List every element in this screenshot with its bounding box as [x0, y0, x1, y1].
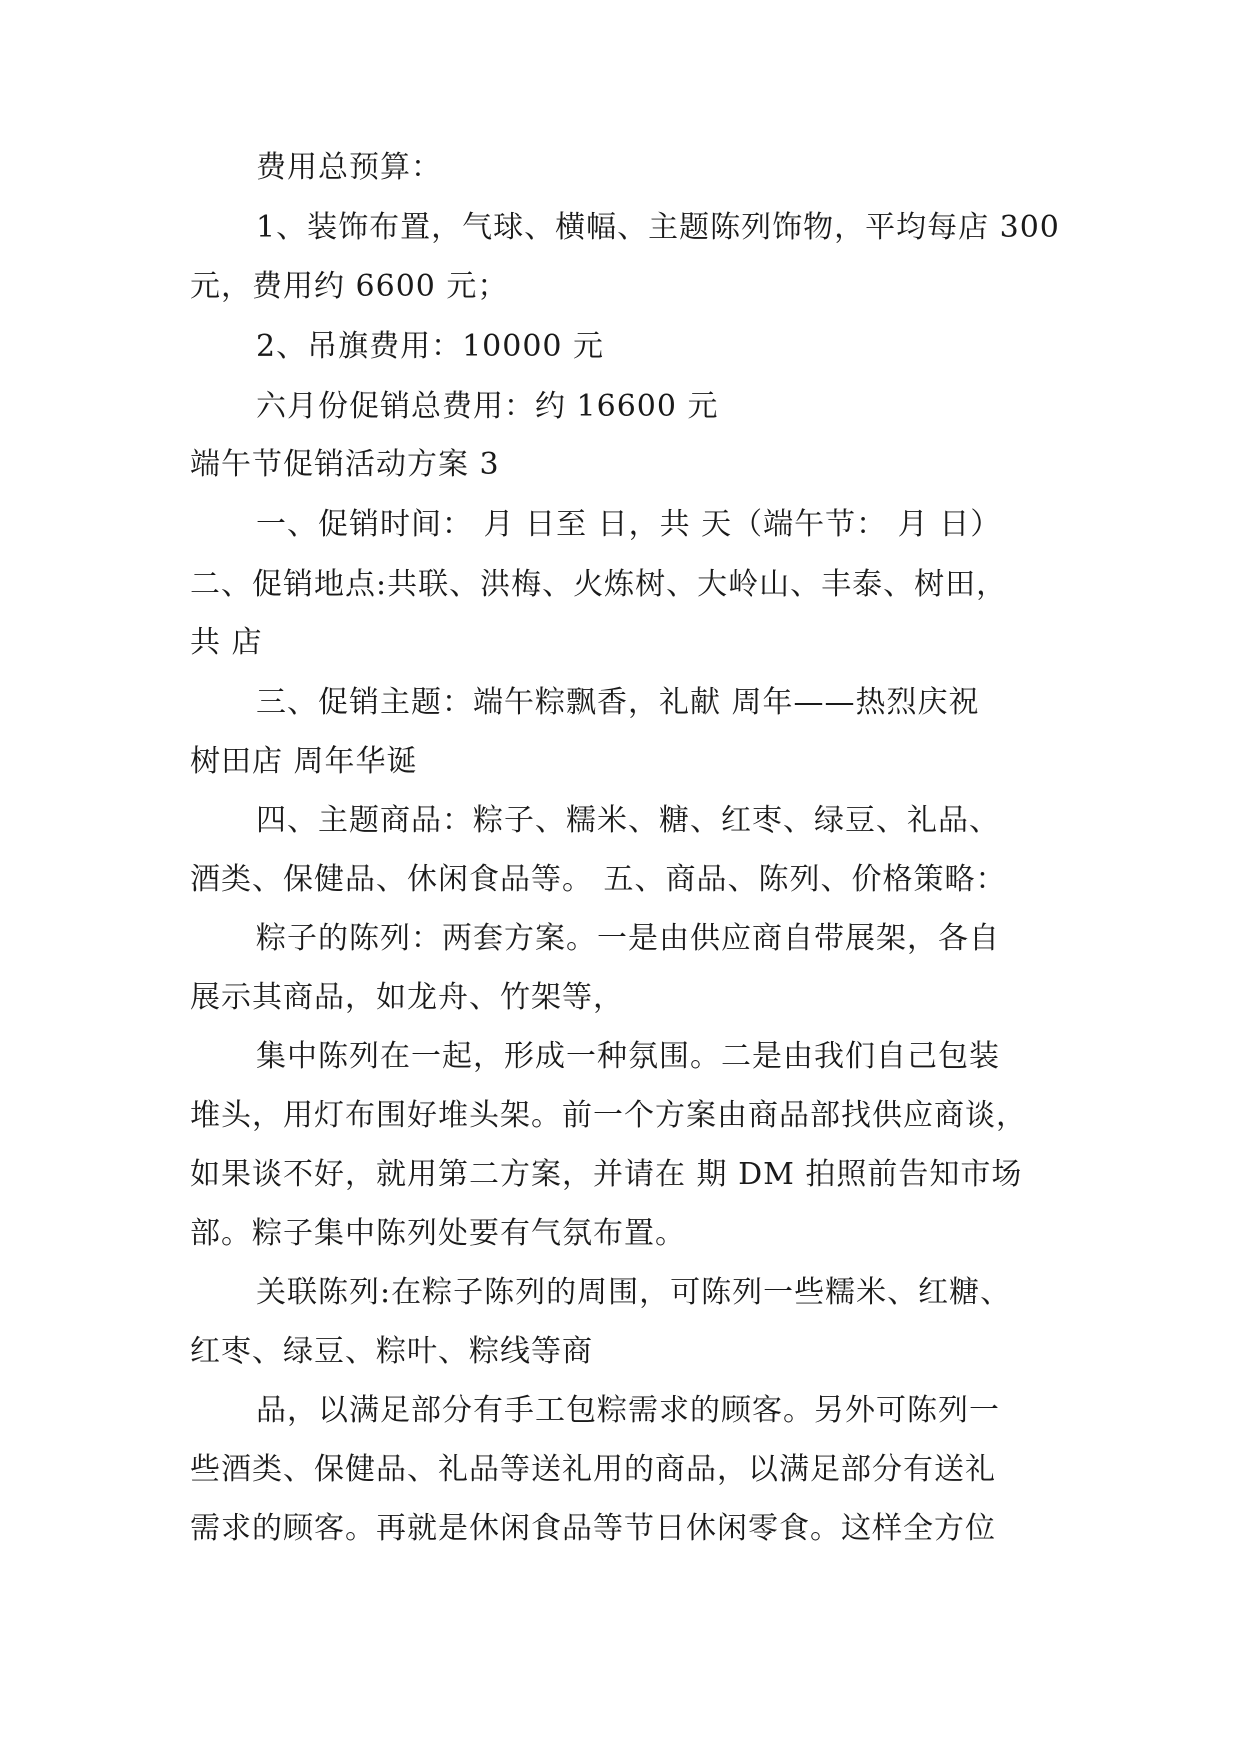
budget-item-1-cont: 元，费用约 6600 元； — [190, 269, 509, 304]
promo-location-cont: 共 店 — [190, 625, 263, 660]
paragraph-line: 如果谈不好，就用第二方案，并请在 期 DM 拍照前告知市场 — [190, 1157, 1023, 1192]
paragraph-line: 品，以满足部分有手工包粽需求的顾客。另外可陈列一 — [256, 1393, 1000, 1428]
paragraph-line: 集中陈列在一起，形成一种氛围。二是由我们自己包装 — [256, 1039, 1000, 1074]
promo-time: 一、促销时间： 月 日至 日，共 天（端午节： 月 日） — [256, 507, 1002, 542]
zongzi-display: 粽子的陈列：两套方案。一是由供应商自带展架，各自 — [256, 921, 1000, 956]
zongzi-display-cont: 展示其商品，如龙舟、竹架等， — [190, 980, 624, 1015]
paragraph-line: 部。粽子集中陈列处要有气氛布置。 — [190, 1216, 686, 1251]
paragraph-line: 需求的顾客。再就是休闲食品等节日休闲零食。这样全方位 — [190, 1511, 996, 1546]
related-display: 关联陈列:在粽子陈列的周围，可陈列一些糯米、红糖、 — [256, 1275, 1012, 1310]
budget-total: 六月份促销总费用：约 16600 元 — [256, 389, 719, 424]
theme-products: 四、主题商品：粽子、糯米、糖、红枣、绿豆、礼品、 — [256, 803, 1000, 838]
promo-location: 二、促销地点:共联、洪梅、火炼树、大岭山、丰泰、树田， — [190, 567, 1008, 602]
paragraph-line: 堆头，用灯布围好堆头架。前一个方案由商品部找供应商谈， — [190, 1098, 1027, 1133]
related-display-cont: 红枣、绿豆、粽叶、粽线等商 — [190, 1334, 593, 1369]
section-title: 端午节促销活动方案 3 — [190, 447, 500, 482]
theme-products-cont: 酒类、保健品、休闲食品等。 五、商品、陈列、价格策略： — [190, 862, 1007, 897]
budget-item-1: 1、装饰布置，气球、横幅、主题陈列饰物，平均每店 300 — [256, 210, 1060, 245]
budget-item-2: 2、吊旗费用：10000 元 — [256, 329, 605, 364]
budget-heading: 费用总预算： — [256, 150, 442, 185]
promo-theme-cont: 树田店 周年华诞 — [190, 744, 418, 779]
promo-theme: 三、促销主题：端午粽飘香，礼献 周年——热烈庆祝 — [256, 685, 980, 720]
paragraph-line: 些酒类、保健品、礼品等送礼用的商品，以满足部分有送礼 — [190, 1452, 996, 1487]
